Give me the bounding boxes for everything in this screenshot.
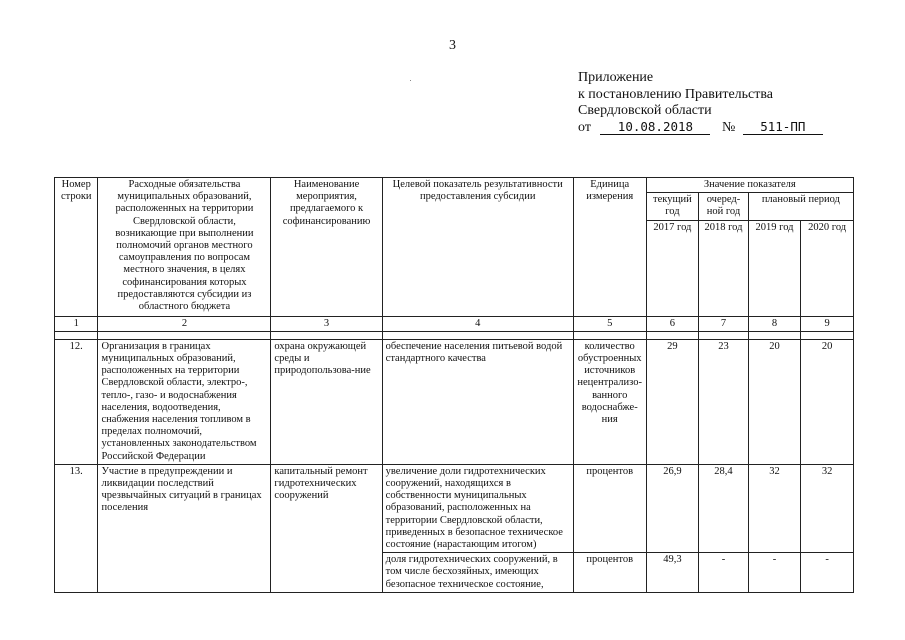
scan-speck xyxy=(410,80,411,81)
row-indicator: увеличение доли гидротехнических сооружений, находящихся в собственности муниципальных образований, расположенных на территории Свердловской области, приведенных в безопасное техническое состояние (нарастающим итогом) xyxy=(382,464,573,552)
row-unit: количество обустроенных источников нецентрализо-ванного водоснабже-ния xyxy=(573,339,646,464)
spacer-cell xyxy=(55,331,98,339)
column-number: 9 xyxy=(801,316,854,331)
header-target-indicator: Целевой показатель результативности предоставления субсидии xyxy=(382,178,573,317)
column-number: 8 xyxy=(748,316,801,331)
row-number: 12. xyxy=(55,339,98,464)
column-number: 4 xyxy=(382,316,573,331)
row-value-2017: 29 xyxy=(646,339,699,464)
column-number: 3 xyxy=(271,316,382,331)
spacer-cell xyxy=(382,331,573,339)
column-number: 6 xyxy=(646,316,699,331)
header-year-2018: 2018 год xyxy=(699,220,749,316)
column-number: 7 xyxy=(699,316,749,331)
row-indicator: доля гидротехнических сооружений, в том числе бесхозяйных, имеющих безопасное техническое состояние, xyxy=(382,553,573,593)
appendix-title: Приложение xyxy=(578,70,654,85)
table-row xyxy=(55,464,854,552)
row-unit: процентов xyxy=(573,464,646,552)
header-year-2019: 2019 год xyxy=(748,220,801,316)
row-value-2018: 28,4 xyxy=(699,464,749,552)
header-row-number: Номер строки xyxy=(55,178,98,317)
appendix-header xyxy=(578,70,823,136)
row-value-2019: 20 xyxy=(748,339,801,464)
decree-number: 511-ПП xyxy=(743,120,823,135)
header-planning-period: плановый период xyxy=(748,193,853,220)
spacer-cell xyxy=(271,331,382,339)
row-value-2020: 32 xyxy=(801,464,854,552)
date-prefix: от xyxy=(578,119,591,135)
row-value-2020: - xyxy=(801,553,854,593)
row-measure: охрана окружающей среды и природопользова-ние xyxy=(271,339,382,464)
column-number: 2 xyxy=(98,316,271,331)
header-obligations: Расходные обязательства муниципальных образований, расположенных на территории Свердловской области, возникающие при выполнении полномочий органов местного самоуправления по вопросам местного значения, в целях софинансирования которых предоставляются субсидии из областного бюджета xyxy=(98,178,271,317)
column-number: 5 xyxy=(573,316,646,331)
appendix-line-2: к постановлению Правительства xyxy=(578,86,774,102)
row-number: 13. xyxy=(55,464,98,592)
header-indicator-value: Значение показателя xyxy=(646,178,853,193)
row-value-2020: 20 xyxy=(801,339,854,464)
row-obligation: Участие в предупреждении и ликвидации последствий чрезвычайных ситуаций в границах поселения xyxy=(98,464,271,592)
header-measure-name: Наименование мероприятия, предлагаемого к софинансированию xyxy=(271,178,382,317)
spacer-cell xyxy=(699,331,749,339)
spacer-cell xyxy=(801,331,854,339)
header-unit: Единица измерения xyxy=(573,178,646,317)
header-next-year: очеред-ной год xyxy=(699,193,749,220)
row-value-2018: 23 xyxy=(699,339,749,464)
appendix-dateline xyxy=(578,120,823,137)
spacer-cell xyxy=(748,331,801,339)
header-current-year: текущий год xyxy=(646,193,699,220)
appendix-line-3: Свердловской области xyxy=(578,103,712,118)
number-prefix: № xyxy=(721,119,736,135)
row-value-2019: 32 xyxy=(748,464,801,552)
row-value-2017: 26,9 xyxy=(646,464,699,552)
column-number: 1 xyxy=(55,316,98,331)
row-indicator: обеспечение населения питьевой водой стандартного качества xyxy=(382,339,573,464)
subsidy-table xyxy=(54,177,854,593)
row-unit: процентов xyxy=(573,553,646,593)
row-value-2019: - xyxy=(748,553,801,593)
row-obligation: Организация в границах муниципальных образований, расположенных на территории Свердловской области, электро-, тепло-, газо- и водоснабжения населения, водоотведения, снабжения населения топливом в пределах полномочий, установленных законодательством Российской Федерации xyxy=(98,339,271,464)
header-year-2020: 2020 год xyxy=(801,220,854,316)
page-number: 3 xyxy=(449,38,456,53)
header-row-1 xyxy=(55,178,854,193)
row-value-2017: 49,3 xyxy=(646,553,699,593)
spacer-cell xyxy=(98,331,271,339)
header-year-2017: 2017 год xyxy=(646,220,699,316)
spacer-row xyxy=(55,331,854,339)
column-number-row xyxy=(55,316,854,331)
spacer-cell xyxy=(573,331,646,339)
row-measure: капитальный ремонт гидротехнических сооружений xyxy=(271,464,382,592)
row-value-2018: - xyxy=(699,553,749,593)
decree-date: 10.08.2018 xyxy=(600,120,710,135)
table-row xyxy=(55,339,854,464)
spacer-cell xyxy=(646,331,699,339)
